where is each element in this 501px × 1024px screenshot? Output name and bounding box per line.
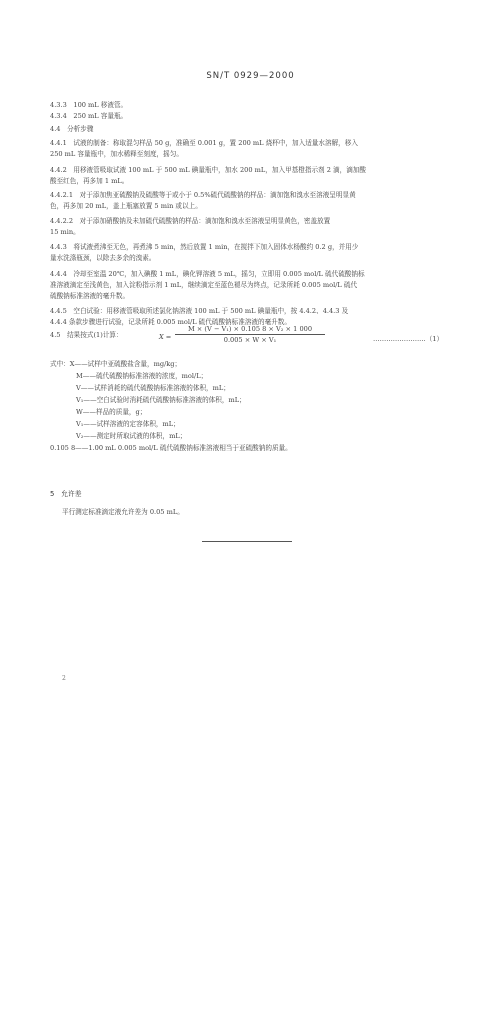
definition-v2: V₂——测定时所取试液的体积，mL； xyxy=(76,432,187,440)
clause-4-4-4-line2: 准溶液滴定至浅黄色，加入淀粉指示剂 1 mL，继续滴定至蓝色褪尽为终点，记录所耗 0.005 mol/L 硫代 xyxy=(50,281,358,289)
definition-v: V——试样消耗的硫代硫酸钠标准溶液的体积，mL； xyxy=(76,384,230,392)
clause-4-5-heading: 4.5 结果按式(1)计算： xyxy=(50,331,123,339)
clause-4-4-3-line1: 4.4.3 将试液煮沸至无色，再煮沸 5 min，然后放置 1 min，在搅拌下加入固体水杨酸约 0.2 g，并用少 xyxy=(50,243,359,251)
clause-4-4-2-2-line1: 4.4.2.2 对于添加硝酸钠及未加硫代硫酸钠的样品：滴加饱和溴水至溶液呈明显黄色，密盖放置 xyxy=(50,217,331,225)
standard-number-header: SN/T 0929—2000 xyxy=(206,71,295,81)
clause-4-4-1-line2: 250 mL 容量瓶中，加水稀释至刻度，摇匀。 xyxy=(50,150,183,158)
formula-denominator: 0.005 × W × V₁ xyxy=(223,336,277,344)
calculation-formula xyxy=(145,325,445,351)
definition-v1-volume: V₁——试样溶液的定容体积，mL； xyxy=(76,420,180,428)
definition-w: W——样品的质量，g； xyxy=(76,408,147,416)
clause-4-4-1-line1: 4.4.1 试液的制备：称取混匀样品 50 g，准确至 0.001 g，置 200 mL 烧杯中，加入适量水溶解，移入 xyxy=(50,139,358,147)
clause-4-4-3-line2: 量水洗涤瓶颈，以除去多余的溴素。 xyxy=(50,254,156,262)
clause-4-4-5-line1: 4.4.5 空白试验：用移液管吸取所述氯化钠溶液 100 mL 于 500 mL 碘量瓶中，按 4.4.2、4.4.3 及 xyxy=(50,307,349,315)
page-mark: 2 xyxy=(62,675,66,682)
equation-number: ……………………（1） xyxy=(373,335,444,343)
definition-m: M——硫代硫酸钠标准溶液的浓度，mol/L； xyxy=(76,372,208,380)
section-5-heading: 5 允许差 xyxy=(50,490,82,498)
formula-lhs: X = xyxy=(159,333,172,341)
definition-x: 式中：X——试样中亚硫酸盐含量，mg/kg； xyxy=(50,360,182,368)
clause-4-4-2-line1: 4.4.2 用移液管吸取试液 100 mL 于 500 mL 碘量瓶中，加水 200 mL，加入甲基橙指示剂 2 滴，滴加酸 xyxy=(50,166,366,174)
clause-4-4-4-line1: 4.4.4 冷却至室温 20℃，加入碘酸 1 mL，碘化钾溶液 5 mL，摇匀，立即用 0.005 mol/L 硫代硫酸钠标 xyxy=(50,270,365,278)
clause-4-4-5-line2: 4.4.4 条款步骤进行试验，记录所耗 0.005 mol/L 硫代硫酸钠标准溶液的毫升数。 xyxy=(50,318,291,326)
clause-4-3-4: 4.3.4 250 mL 容量瓶。 xyxy=(50,112,128,120)
clause-4-4-4-line3: 硫酸钠标准溶液的毫升数。 xyxy=(50,292,130,300)
clause-4-3-3: 4.3.3 100 mL 移液管。 xyxy=(50,101,128,109)
clause-4-4-2-1-line1: 4.4.2.1 对于添加焦亚硫酸钠及硫酸等于或小于 0.5%硫代硫酸钠的样品：滴加饱和溴水至溶液呈明显黄 xyxy=(50,191,356,199)
clause-4-4-2-2-line2: 15 min。 xyxy=(50,228,80,236)
definition-constant: 0.105 8——1.00 mL 0.005 mol/L 硫代硫酸钠标准溶液相当于亚硫酸钠的质量。 xyxy=(50,444,292,452)
clause-4-4-heading: 4.4 分析步骤 xyxy=(50,125,94,133)
section-5-body: 平行测定标准滴定液允许差为 0.05 mL。 xyxy=(62,508,184,516)
definition-v1-blank: V₁——空白试验时消耗硫代硫酸钠标准溶液的体积，mL； xyxy=(76,396,246,404)
fraction-bar xyxy=(175,334,325,335)
clause-4-4-2-1-line2: 色，再多加 20 mL，盖上瓶塞放置 5 min 或以上。 xyxy=(50,202,202,210)
formula-numerator: M × (V − V₁) × 0.105 8 × V₂ × 1 000 xyxy=(187,325,313,333)
clause-4-4-2-line2: 酸至红色，再多加 1 mL。 xyxy=(50,177,129,185)
end-rule xyxy=(202,541,292,542)
